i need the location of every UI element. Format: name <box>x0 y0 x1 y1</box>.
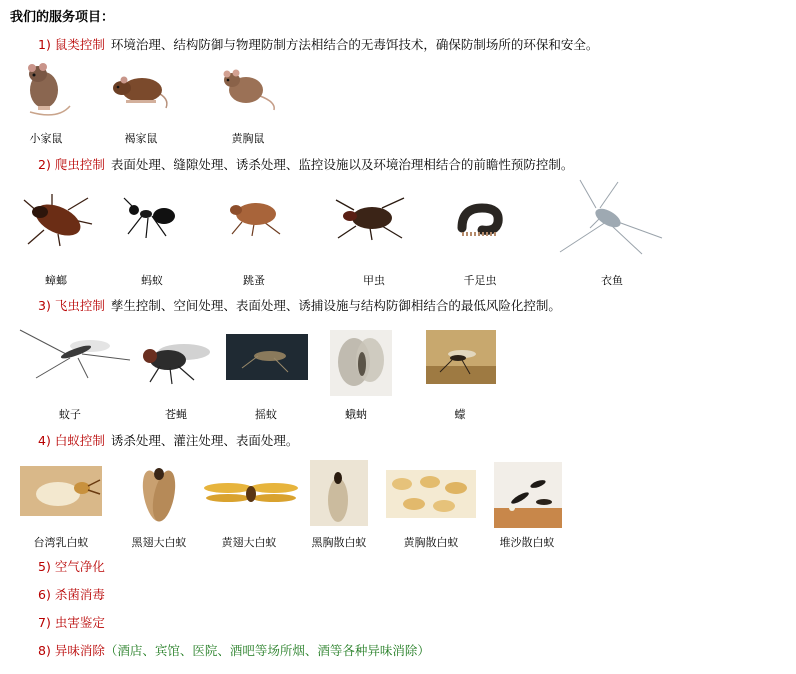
section-number: 5) <box>38 559 51 574</box>
item-caption: 蠓 <box>454 408 466 421</box>
biting-midge-image <box>426 330 496 384</box>
section-name: 异味消除 <box>54 643 105 658</box>
item-caption: 蚊子 <box>59 408 81 421</box>
page-title: 我们的服务项目： <box>10 10 115 25</box>
fly-image <box>134 332 212 386</box>
item-caption: 蚂蚁 <box>141 274 163 287</box>
item-caption: 摇蚊 <box>255 408 277 421</box>
item-caption: 黑胸散白蚁 <box>311 536 367 549</box>
item-caption: 甲虫 <box>363 274 385 287</box>
section-number: 2) <box>38 157 51 172</box>
section-number: 8) <box>38 643 51 658</box>
item-caption: 千足虫 <box>463 274 497 287</box>
section-number: 3) <box>38 298 51 313</box>
section-termite-control <box>38 431 298 449</box>
section-number: 7) <box>38 615 51 630</box>
section-air-purification <box>38 557 105 575</box>
brown-rat-image <box>110 68 174 110</box>
black-chest-termite-image <box>310 460 368 526</box>
section-odor-removal <box>38 641 430 659</box>
item-caption: 衣鱼 <box>601 274 623 287</box>
formosan-termite-image <box>20 466 102 516</box>
section-description: （酒店、宾馆、医院、酒吧等场所烟、酒等各种异味消除） <box>104 643 430 658</box>
beetle-image <box>332 194 408 242</box>
section-name: 飞虫控制 <box>54 298 105 313</box>
section-number: 4) <box>38 433 51 448</box>
flea-image <box>224 196 284 236</box>
house-mouse-image <box>18 60 78 122</box>
item-caption: 跳蚤 <box>243 274 265 287</box>
section-crawling-insect-control <box>38 155 573 173</box>
section-number: 6) <box>38 587 51 602</box>
item-caption: 蛾蚋 <box>345 408 367 421</box>
item-caption: 堆沙散白蚁 <box>499 536 555 549</box>
section-name: 鼠类控制 <box>54 37 105 52</box>
item-caption: 褐家鼠 <box>124 132 158 145</box>
item-caption: 小家鼠 <box>29 132 63 145</box>
moth-fly-image <box>330 330 392 396</box>
section-description: 诱杀处理、灌注处理、表面处理。 <box>110 433 299 448</box>
cockroach-image <box>18 190 94 248</box>
section-rodent-control <box>38 35 598 53</box>
ant-image <box>122 196 182 242</box>
section-disinfection <box>38 585 105 603</box>
item-caption: 黄翅大白蚁 <box>221 536 277 549</box>
section-name: 爬虫控制 <box>54 157 105 172</box>
section-pest-identification <box>38 613 105 631</box>
yellow-winged-termite-image <box>204 476 298 512</box>
silverfish-image <box>556 178 666 258</box>
section-name: 空气净化 <box>54 559 105 574</box>
section-description: 环境治理、结构防御与物理防制方法相结合的无毒饵技术，确保防制场所的环保和安全。 <box>110 37 599 52</box>
black-winged-termite-image <box>130 462 188 524</box>
sand-termite-image <box>494 462 562 528</box>
section-name: 白蚁控制 <box>54 433 105 448</box>
section-number: 1) <box>38 37 51 52</box>
section-name: 杀菌消毒 <box>54 587 105 602</box>
item-caption: 台湾乳白蚁 <box>33 536 89 549</box>
yellow-chest-termite-image <box>386 470 476 518</box>
section-flying-insect-control <box>38 296 561 314</box>
item-caption: 黑翅大白蚁 <box>131 536 187 549</box>
mosquito-image <box>16 328 132 380</box>
yellow-chest-rat-image <box>218 66 280 112</box>
section-name: 虫害鉴定 <box>54 615 105 630</box>
section-description: 孳生控制、空间处理、表面处理、诱捕设施与结构防御相结合的最低风险化控制。 <box>110 298 561 313</box>
item-caption: 黄胸散白蚁 <box>403 536 459 549</box>
item-caption: 蟑螂 <box>45 274 67 287</box>
item-caption: 苍蝇 <box>165 408 187 421</box>
midge-image <box>226 334 308 380</box>
item-caption: 黄胸鼠 <box>231 132 265 145</box>
section-description: 表面处理、缝隙处理、诱杀处理、监控设施以及环境治理相结合的前瞻性预防控制。 <box>110 157 574 172</box>
millipede-image <box>452 196 508 244</box>
